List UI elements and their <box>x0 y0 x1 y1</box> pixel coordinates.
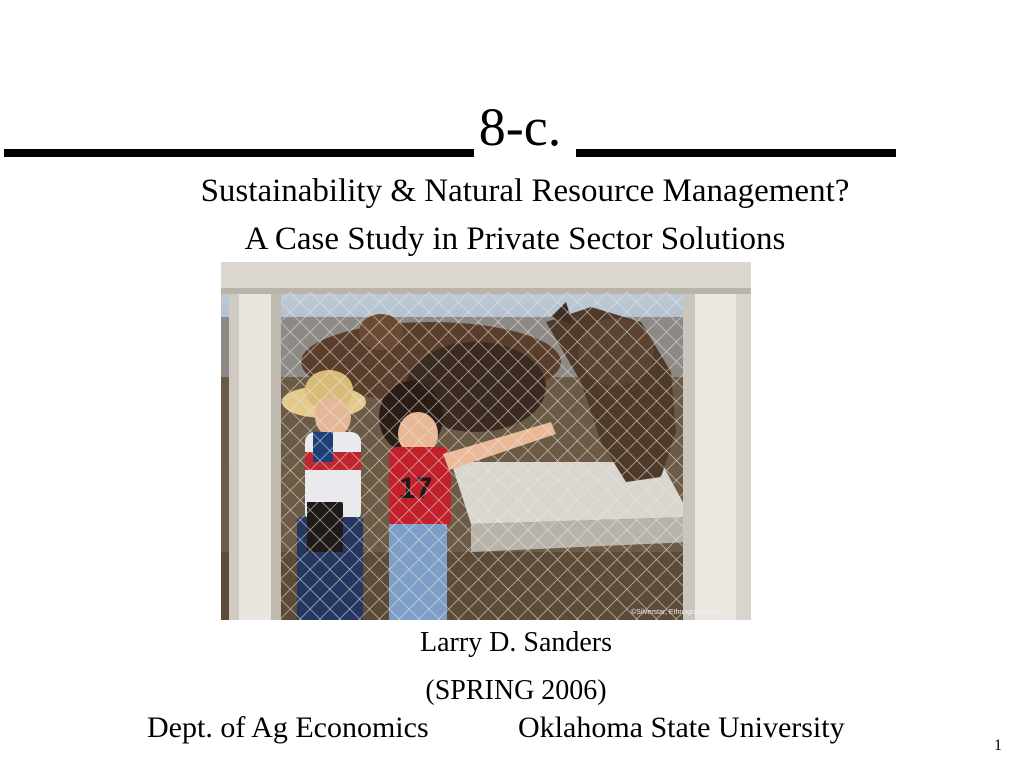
title-rule-left <box>4 149 474 157</box>
semester: (SPRING 2006) <box>425 675 607 706</box>
photo-illustration <box>221 262 751 620</box>
slide-page-number: 1 <box>994 737 1002 754</box>
author-name: Larry D. Sanders <box>419 627 613 658</box>
department: Dept. of Ag Economics <box>147 711 429 744</box>
university: Oklahoma State University <box>518 711 845 744</box>
subtitle-line-1: Sustainability & Natural Resource Management? <box>200 173 850 209</box>
photo-watermark: ©Silverstar, Ethnographics® <box>631 609 719 616</box>
subtitle-line-2: A Case Study in Private Sector Solutions <box>244 221 786 257</box>
title-rule-right <box>576 149 896 157</box>
slide-title: 8-c. <box>478 97 562 157</box>
photo-children-horses-fence <box>221 262 751 620</box>
